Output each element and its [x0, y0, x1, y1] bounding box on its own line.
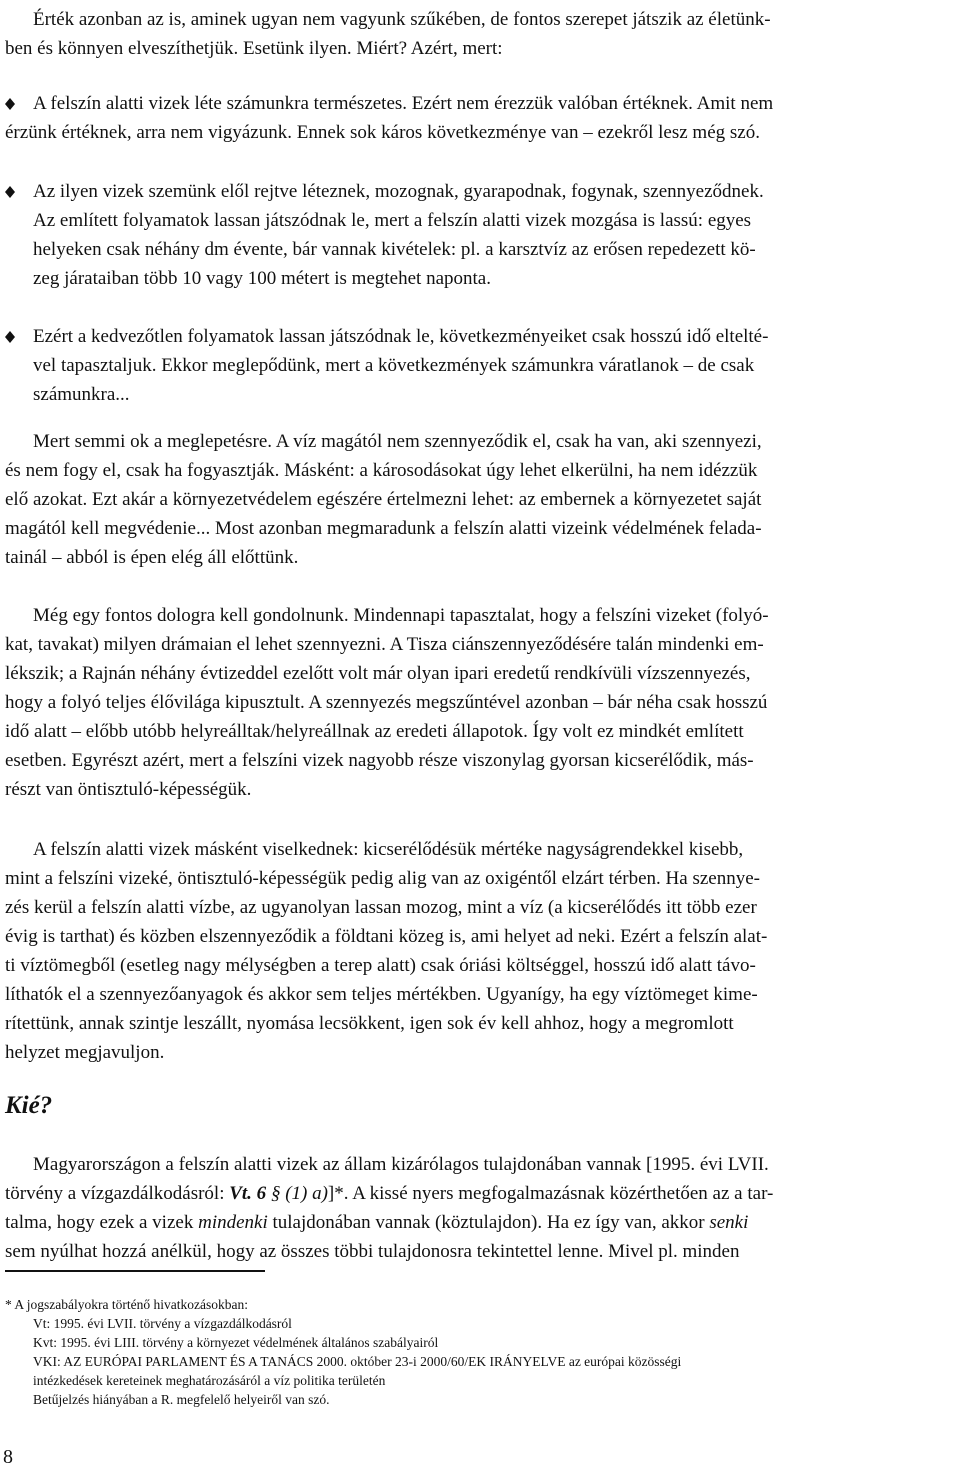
text-line: hogy a folyó teljes élővilága kipusztult. A szennyezés megszűntével azonban – bár néha csak hosszú — [5, 692, 768, 713]
text-line: zés kerül a felszín alatti vízbe, az ugyanolyan lassan mozog, mint a víz (a kicserélődés itt több ezer — [5, 897, 757, 918]
text-line: sem nyúlhat hozzá anélkül, hogy az összes többi tulajdonosra tekintettel lenne. Mivel pl. minden — [5, 1241, 740, 1262]
text-line: Az ilyen vizek szemünk elől rejtve léteznek, mozognak, gyarapodnak, fogynak, szennyeződnek. — [33, 181, 764, 202]
emphasis-text: mindenki — [198, 1212, 268, 1233]
text-line: vel tapasztaljuk. Ekkor meglepődünk, mert a következmények számunkra váratlanok – de csak — [33, 355, 755, 376]
text-line: Mert semmi ok a meglepetésre. A víz magától nem szennyeződik el, csak ha van, aki szennyezi, — [33, 431, 762, 452]
text-line: érzünk értéknek, arra nem vigyázunk. Ennek sok káros következménye van – ezekről lesz még szó. — [5, 122, 760, 143]
text-line: zeg járataiban több 10 vagy 100 métert is megtehet naponta. — [33, 268, 491, 289]
text-line-with-emphasis — [5, 1209, 748, 1237]
text-line: kat, tavakat) milyen drámaian el lehet szennyezni. A Tisza ciánszennyeződésére talán mindenki em- — [5, 634, 764, 655]
text-line: Ezért a kedvezőtlen folyamatok lassan játszódnak le, következményeiket csak hosszú idő eltelté- — [33, 326, 769, 347]
text-line: rítettünk, annak szintje leszállt, nyomása lecsökkent, igen sok év kell ahhoz, hogy a megromlott — [5, 1013, 734, 1034]
text-span: törvény a vízgazdálkodásról: — [5, 1183, 230, 1204]
text-line: Érték azonban az is, aminek ugyan nem vagyunk szűkében, de fontos szerepet játszik az életünk- — [33, 9, 771, 30]
text-line: esetben. Egyrészt azért, mert a felszíni vizek nagyobb része viszonylag gyorsan kicserélődik, más- — [5, 750, 754, 771]
text-line: és nem fogy el, csak ha fogyasztják. Másként: a károsodásokat úgy lehet elkerülni, ha nem idézzük — [5, 460, 758, 481]
footnote-line: Vt: 1995. évi LVII. törvény a vízgazdálkodásról — [33, 1316, 292, 1331]
text-line: számunkra... — [33, 384, 130, 405]
text-line: magától kell megvédenie... Most azonban megmaradunk a felszín alatti vizeink védelmének felada- — [5, 518, 762, 539]
text-line: lékszik; a Rajnán néhány évtizeddel ezelőtt volt már olyan ipari eredetű rendkívüli vízszennyezés, — [5, 663, 751, 684]
diamond-bullet-icon — [5, 98, 15, 110]
footnote-line: * A jogszabályokra történő hivatkozásokban: — [5, 1297, 248, 1312]
text-line: ti víztömegből (esetleg nagy mélységben a terep alatt) csak óriási költséggel, hosszú idő alatt távo- — [5, 955, 756, 976]
footnote-line: Kvt: 1995. évi LIII. törvény a környezet védelmének általános szabályairól — [33, 1335, 439, 1350]
page-number: 8 — [3, 1446, 13, 1468]
footnote-line: Betűjelzés hiányában a R. megfelelő helyeiről van szó. — [33, 1392, 330, 1407]
text-line: részt van öntisztuló-képességük. — [5, 779, 252, 800]
diamond-bullet-icon — [5, 331, 15, 343]
text-line: Még egy fontos dologra kell gondolnunk. Mindennapi tapasztalat, hogy a felszíni vizeket (folyó- — [33, 605, 769, 626]
footnote-line: VKI: AZ EURÓPAI PARLAMENT ÉS A TANÁCS 2000. október 23-i 2000/60/EK IRÁNYELVE az európai közösségi — [33, 1354, 682, 1369]
footnote-divider — [5, 1270, 265, 1272]
diamond-bullet-icon — [5, 186, 15, 198]
text-span: ]*. A kissé nyers megfogalmazásnak közérthetően az a tar- — [327, 1183, 774, 1204]
text-line: helyeken csak néhány dm évente, bár vannak kivételek: pl. a karsztvíz az erősen repedezett kö- — [33, 239, 756, 260]
text-line: ben és könnyen elveszíthetjük. Esetünk ilyen. Miért? Azért, mert: — [5, 38, 503, 59]
text-line: A felszín alatti vizek léte számunkra természetes. Ezért nem érezzük valóban értéknek. Amit nem — [33, 93, 774, 114]
text-line: idő alatt – előbb utóbb helyreálltak/helyreállnak az eredeti állapotok. Így volt ez mindkét említett — [5, 721, 744, 742]
text-line: évig is tarthat) és közben elszennyeződik a földtani közeg is, ami helyet ad neki. Ezért a felszín alat- — [5, 926, 768, 947]
emphasis-text: senki — [709, 1212, 749, 1233]
text-line: mint a felszíni vizeké, öntisztuló-képességük pedig alig van az oxigéntől elzárt térben. Ha szennye- — [5, 868, 760, 889]
footnote-line: intézkedések kereteinek meghatározásáról a víz politika területén — [33, 1373, 386, 1388]
law-reference: Vt. 6 — [229, 1183, 267, 1204]
section-heading: Kié? — [5, 1092, 53, 1119]
law-section: § (1) a) — [266, 1183, 328, 1204]
text-line: helyzet megjavuljon. — [5, 1042, 165, 1063]
text-line-with-reference — [5, 1180, 773, 1208]
text-line: tainál – abból is épen elég áll előttünk. — [5, 547, 299, 568]
text-line: Az említett folyamatok lassan játszódnak le, mert a felszín alatti vizek mozgása is lassú: egyes — [33, 210, 752, 231]
text-span: talma, hogy ezek a vizek — [5, 1212, 199, 1233]
text-line: A felszín alatti vizek másként viselkednek: kicserélődésük mértéke nagyságrendekkel kisebb, — [33, 839, 744, 860]
text-line: elő azokat. Ezt akár a környezetvédelem egészére értelmezni lehet: az embernek a környezetet saját — [5, 489, 762, 510]
text-line: líthatók el a szennyezőanyagok és akkor sem teljes mértékben. Ugyanígy, ha egy víztömeget kime- — [5, 984, 758, 1005]
text-line: Magyarországon a felszín alatti vizek az állam kizárólagos tulajdonában vannak [1995. évi LVII. — [33, 1154, 769, 1175]
text-span: tulajdonában vannak (köztulajdon). Ha ez így van, akkor — [267, 1212, 710, 1233]
